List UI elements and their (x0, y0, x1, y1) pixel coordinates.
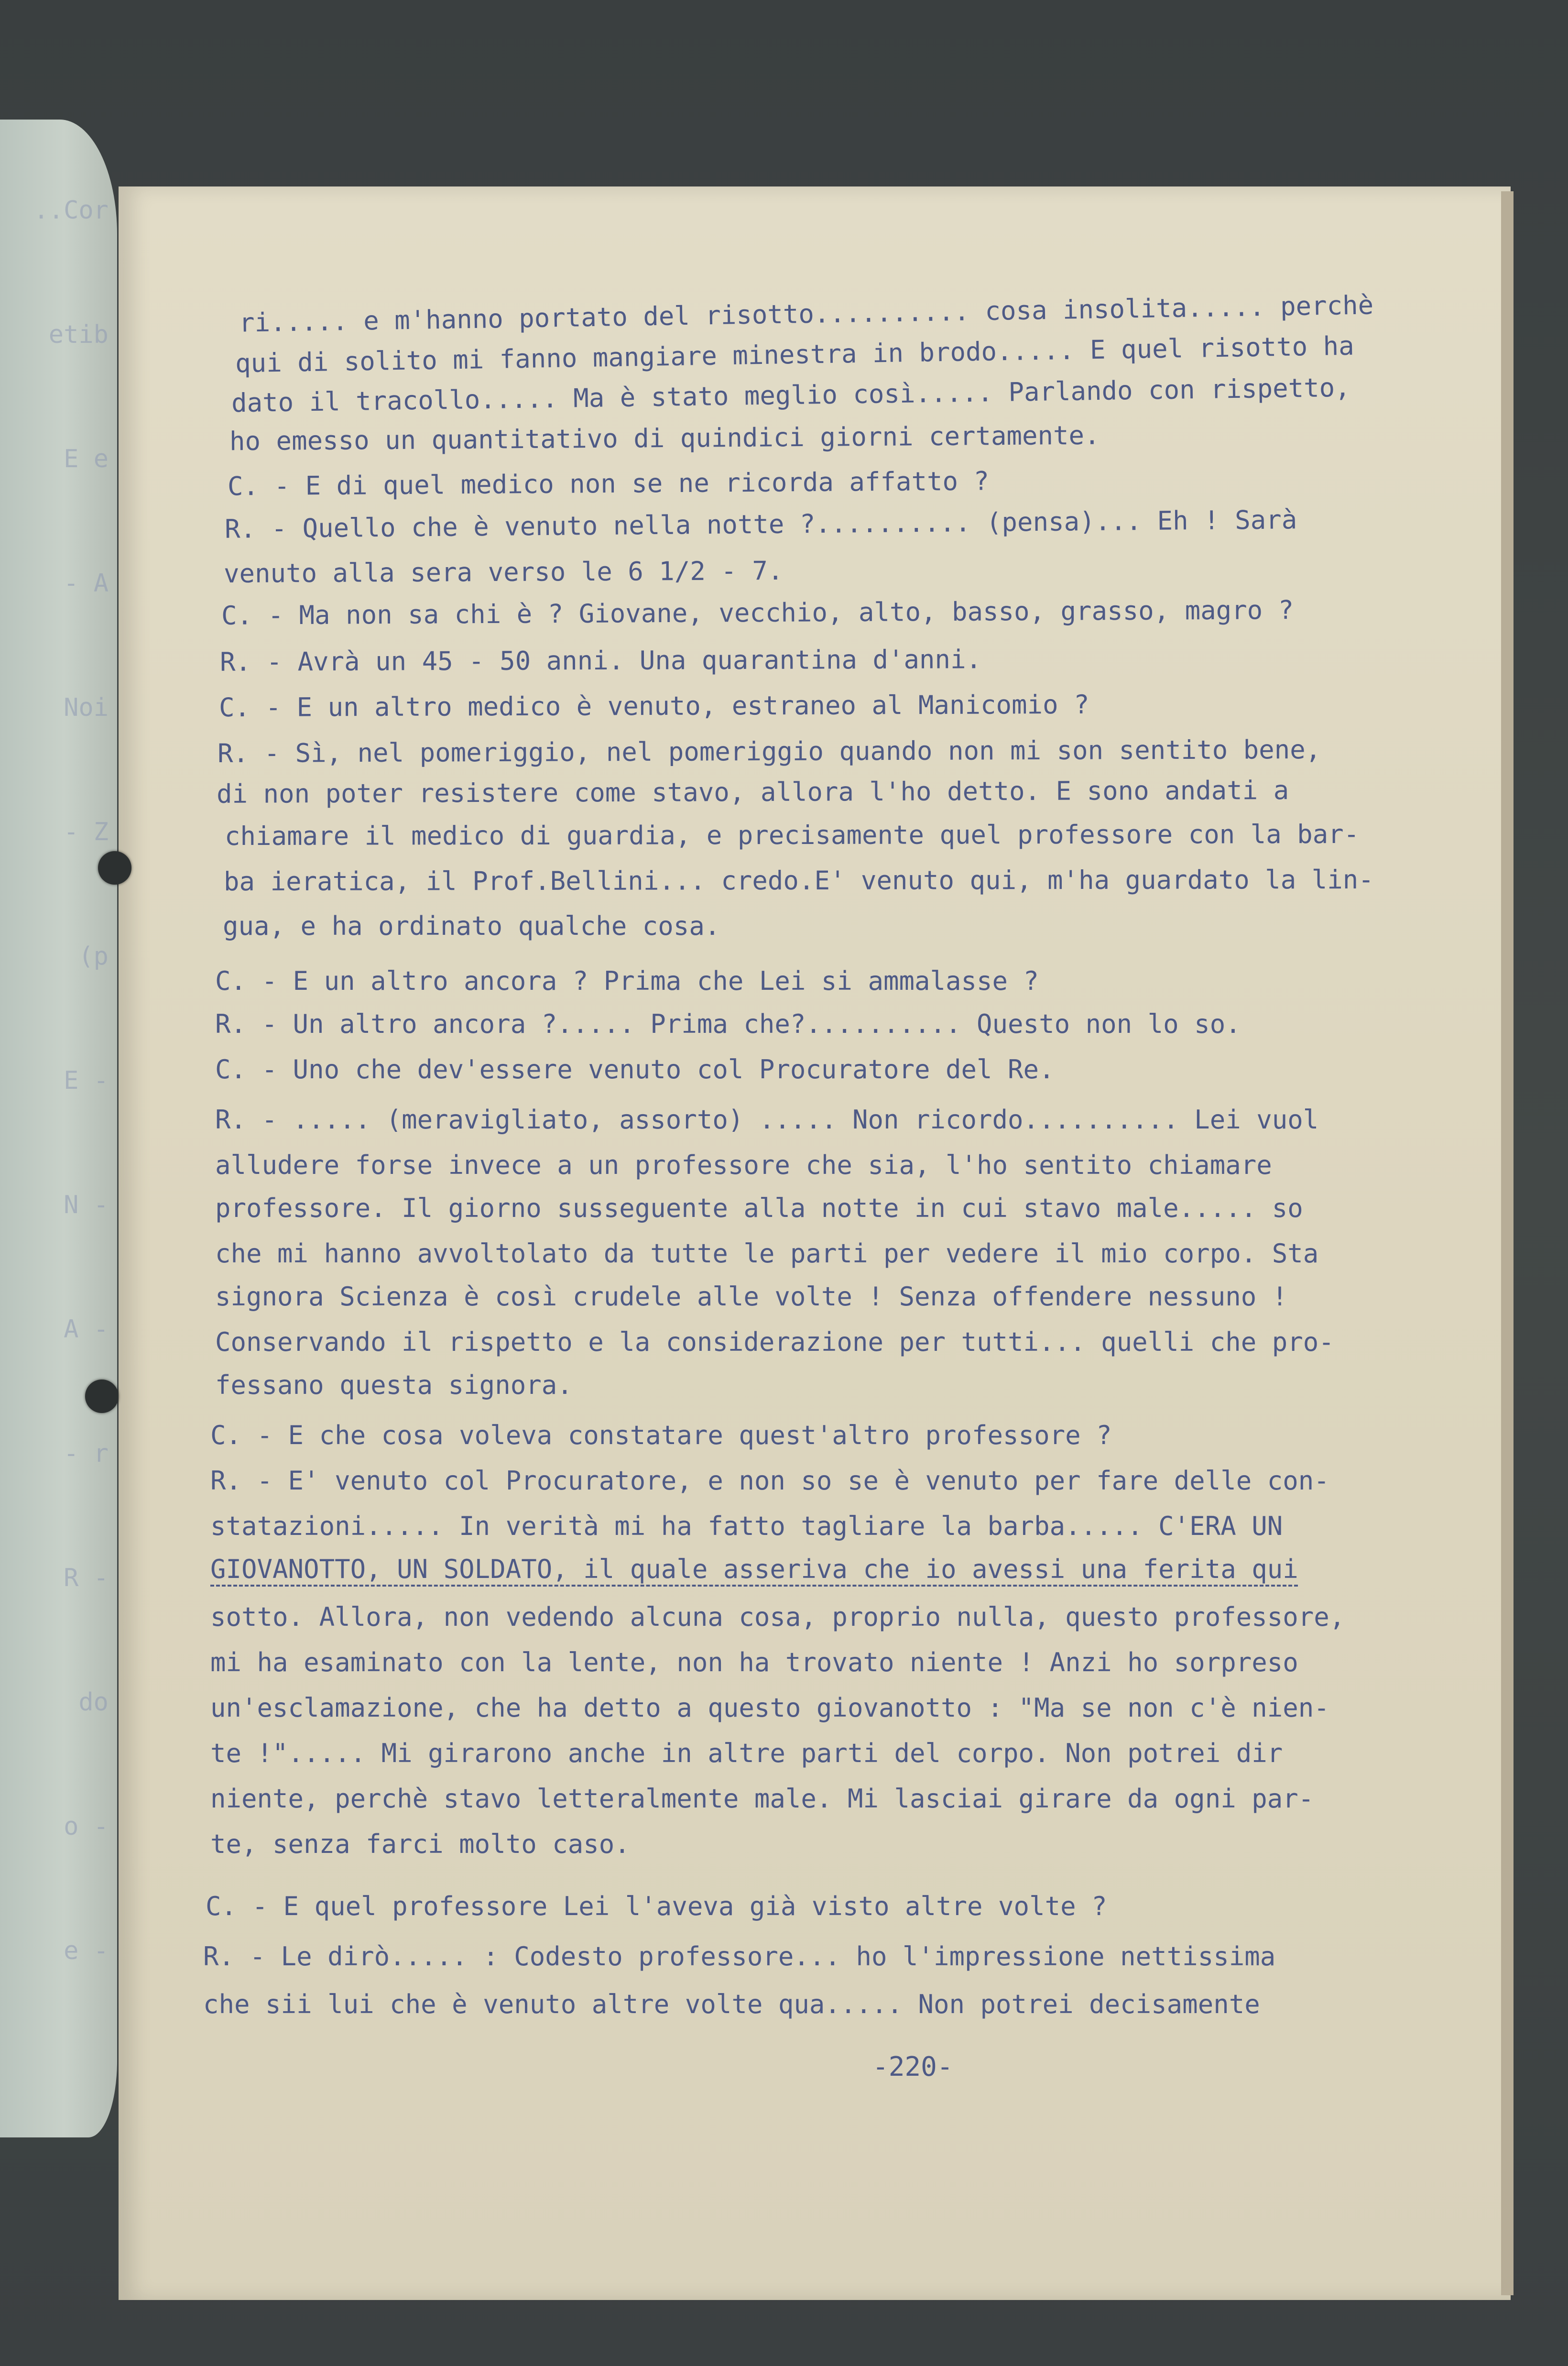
left-facing-page: ..Cor etib E e - A Noi - Z (p E - N - A - - r R - do o - e - (0, 120, 117, 2137)
text-line: R. - ..... (meravigliato, assorto) ..... Non ricordo.......... Lei vuol (215, 1105, 1319, 1135)
text-line: te !"..... Mi girarono anche in altre parti del corpo. Non potrei dir (210, 1738, 1283, 1768)
text-line: che mi hanno avvoltolato da tutte le parti per vedere il mio corpo. Sta (215, 1238, 1319, 1269)
text-line: ho emesso un quantitativo di quindici giorni certamente. (229, 420, 1100, 457)
text-line: ba ieratica, il Prof.Bellini... credo.E' venuto qui, m'ha guardato la lin- (223, 864, 1374, 897)
text-line: C. - Ma non sa chi è ? Giovane, vecchio, alto, basso, grasso, magro ? (221, 595, 1294, 631)
text-line: fessano questa signora. (215, 1370, 573, 1400)
text-line: statazioni..... In verità mi ha fatto tagliare la barba..... C'ERA UN (210, 1511, 1283, 1541)
binding-hole-bottom (85, 1380, 119, 1413)
page-stack-edge (1501, 191, 1514, 2295)
page-number: -220- (872, 2051, 953, 2082)
text-line: te, senza farci molto caso. (210, 1829, 630, 1859)
text-line: di non poter resistere come stavo, allora l'ho detto. E sono andati a (216, 775, 1289, 809)
text-line: signora Scienza è così crudele alle volte ! Senza offendere nessuno ! (215, 1282, 1288, 1312)
text-line: C. - Uno che dev'essere venuto col Procuratore del Re. (215, 1054, 1055, 1084)
text-line: sotto. Allora, non vedendo alcuna cosa, proprio nulla, questo professore, (210, 1602, 1345, 1632)
binding-hole-top (98, 851, 131, 885)
text-line: un'esclamazione, che ha detto a questo giovanotto : "Ma se non c'è nien- (210, 1693, 1329, 1723)
text-line: R. - Le dirò..... : Codesto professore... ho l'impressione nettissima (203, 1941, 1276, 1972)
text-line: venuto alla sera verso le 6 1/2 - 7. (223, 555, 784, 589)
text-line: R. - Sì, nel pomeriggio, nel pomeriggio quando non mi son sentito bene, (217, 734, 1321, 769)
text-line: gua, e ha ordinato qualche cosa. (223, 911, 720, 941)
text-line: che sii lui che è venuto altre volte qua..... Non potrei decisamente (203, 1989, 1260, 2019)
text-line: R. - Avrà un 45 - 50 anni. Una quarantina d'anni. (219, 644, 982, 677)
text-line: niente, perchè stavo letteralmente male. Mi lasciai girare da ogni par- (210, 1784, 1314, 1814)
text-line: C. - E quel professore Lei l'aveva già visto altre volte ? (206, 1891, 1107, 1921)
text-line: C. - E che cosa voleva constatare quest'altro professore ? (210, 1420, 1112, 1450)
text-line: professore. Il giorno susseguente alla notte in cui stavo male..... so (215, 1193, 1303, 1223)
text-line: qui di solito mi fanno mangiare minestra in brodo..... E quel risotto ha (235, 330, 1355, 379)
text-line: ri..... e m'hanno portato del risotto.......... cosa insolita..... perchè (239, 290, 1374, 338)
text-line: R. - Un altro ancora ?..... Prima che?.......... Questo non lo so. (215, 1009, 1241, 1039)
text-line: C. - E un altro medico è venuto, estraneo al Manicomio ? (218, 689, 1089, 723)
text-line: mi ha esaminato con la lente, non ha trovato niente ! Anzi ho sorpreso (210, 1647, 1298, 1677)
text-line: dato il tracollo..... Ma è stato meglio così..... Parlando con rispetto, (231, 372, 1351, 418)
text-line: chiamare il medico di guardia, e precisamente quel professore con la bar- (224, 819, 1360, 852)
text-line: Conservando il rispetto e la considerazione per tutti... quelli che pro- (215, 1327, 1334, 1357)
text-line: C. - E di quel medico non se ne ricorda affatto ? (227, 466, 990, 502)
text-line-underlined: GIOVANOTTO, UN SOLDATO, il quale asseriva che io avessi una ferita qui (210, 1554, 1298, 1584)
text-line: R. - Quello che è venuto nella notte ?.......... (pensa)... Eh ! Sarà (224, 504, 1297, 544)
text-line: R. - E' venuto col Procuratore, e non so se è venuto per fare delle con- (210, 1466, 1329, 1496)
text-line: alludere forse invece a un professore che sia, l'ho sentito chiamare (215, 1150, 1272, 1180)
text-line: C. - E un altro ancora ? Prima che Lei si ammalasse ? (215, 966, 1039, 996)
